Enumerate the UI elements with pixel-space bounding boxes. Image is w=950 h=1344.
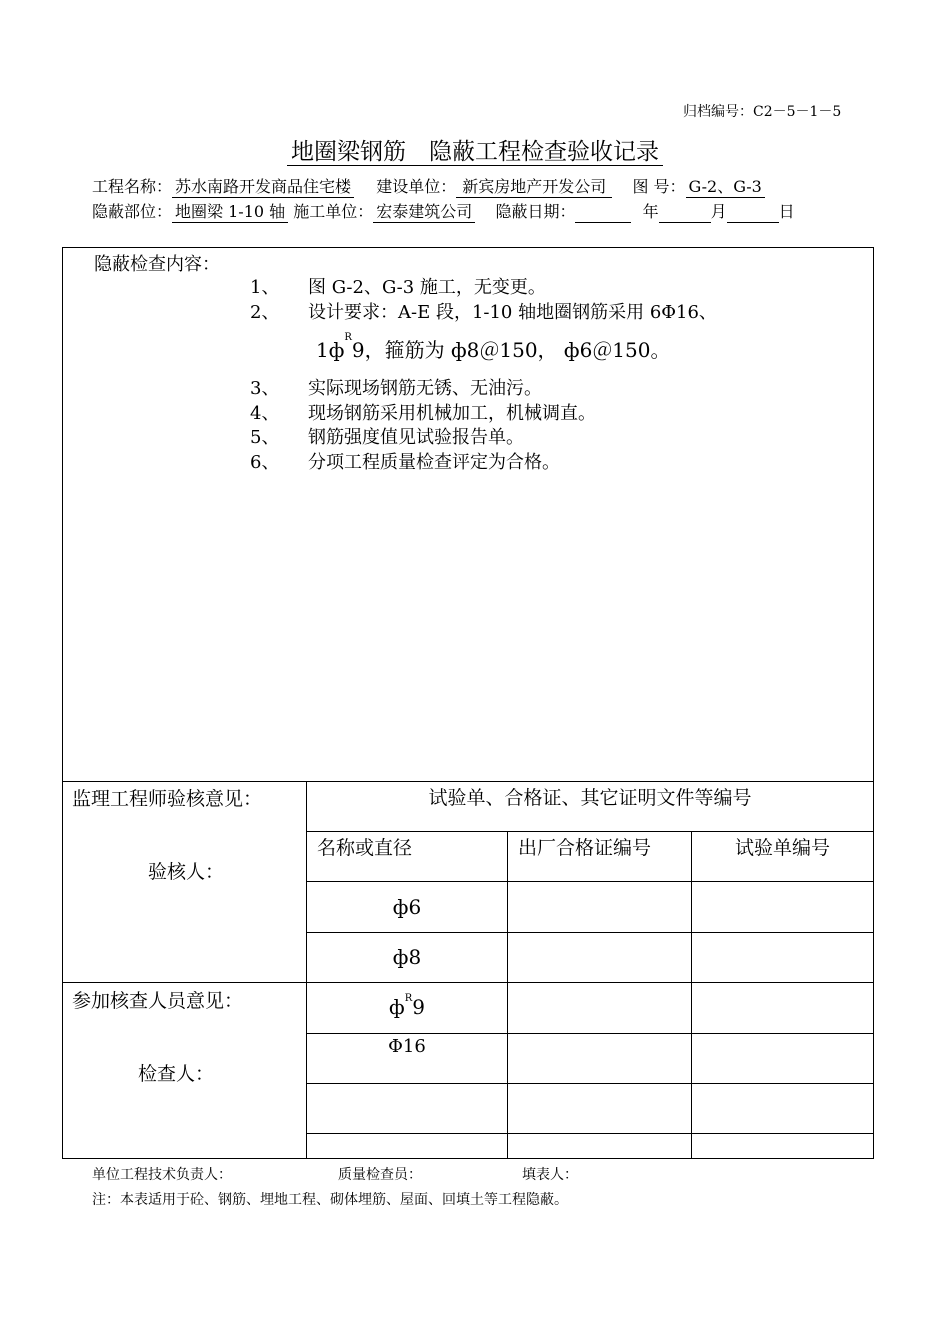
supervisor-signer-label: 验核人： [148, 861, 225, 883]
tech-lead-label: 单位工程技术负责人： [92, 1167, 232, 1183]
drawing-value: G-2、G-3 [686, 174, 765, 198]
content-heading: 隐蔽检查内容： [94, 254, 220, 275]
content-item-3: 3、 实际现场钢筋无锈、无油污。 [250, 378, 542, 399]
content-item-2-continued: $1ф^R9$，箍筋为 ф8＠150， ф6＠150。 [316, 332, 671, 362]
project-label: 工程名称： [92, 177, 173, 196]
table-row-line [306, 1083, 873, 1084]
docs-table-header: 试验单、合格证、其它证明文件等编号 [428, 787, 752, 809]
table-row-line [306, 881, 873, 882]
table-cell-name: ф8 [392, 945, 422, 969]
day-label: 日 [778, 202, 795, 221]
table-row-line [306, 831, 873, 832]
content-item-1: 1、 图 G-2、G-3 施工，无变更。 [250, 277, 546, 298]
constructor-value: 宏泰建筑公司 [373, 199, 475, 223]
builder-value: 新宾房地产开发公司 [456, 174, 612, 198]
participants-opinion-label: 参加核查人员意见： [72, 990, 244, 1012]
quality-inspector-label: 质量检查员： [338, 1167, 422, 1183]
table-cell-name: Φ16 [388, 1036, 426, 1057]
column-header-name: 名称或直径 [317, 837, 413, 859]
part-value: 地圈梁 1-10 轴 [172, 199, 288, 223]
constructor-label: 施工单位： [293, 202, 374, 221]
content-item-2: 2、 设计要求：A-E 段，1-10 轴地圈钢筋采用 6Φ16、 [250, 302, 717, 323]
info-row-2 [92, 199, 795, 223]
column-header-cert: 出厂合格证编号 [518, 837, 652, 859]
inspection-form [62, 247, 874, 1159]
day-blank [727, 206, 779, 223]
table-row-line [306, 1133, 873, 1134]
filler-label: 填表人： [522, 1167, 578, 1183]
info-row-1 [92, 174, 765, 198]
year-blank [575, 206, 631, 223]
content-item-5: 5、 钢筋强度值见试验报告单。 [250, 427, 524, 448]
participants-signer-label: 检查人： [138, 1063, 215, 1085]
archive-number: 归档编号：C2－5－1－5 [683, 104, 842, 120]
drawing-label: 图 号： [632, 177, 686, 196]
table-row-line [306, 1033, 873, 1034]
section-divider [63, 781, 873, 782]
project-value: 苏水南路开发商品住宅楼 [172, 174, 354, 198]
month-blank [659, 206, 711, 223]
table-cell-name: ф6 [392, 895, 422, 919]
year-label: 年 [642, 202, 659, 221]
participants-divider [63, 982, 873, 983]
column-header-test: 试验单编号 [734, 837, 830, 859]
date-label: 隐蔽日期： [495, 202, 576, 221]
table-cell-name: $ф^R9$ [389, 993, 425, 1019]
part-label: 隐蔽部位： [92, 202, 173, 221]
month-label: 月 [710, 202, 727, 221]
content-item-4: 4、 现场钢筋采用机械加工，机械调直。 [250, 403, 596, 424]
table-row-line [306, 932, 873, 933]
supervisor-opinion-label: 监理工程师验核意见： [72, 788, 263, 810]
page-title: 地圈梁钢筋 隐蔽工程检查验收记录 [0, 133, 950, 166]
footnote: 注：本表适用于砼、钢筋、埋地工程、砌体埋筋、屋面、回填土等工程隐蔽。 [92, 1192, 568, 1208]
content-item-6: 6、 分项工程质量检查评定为合格。 [250, 452, 560, 473]
builder-label: 建设单位： [376, 177, 457, 196]
